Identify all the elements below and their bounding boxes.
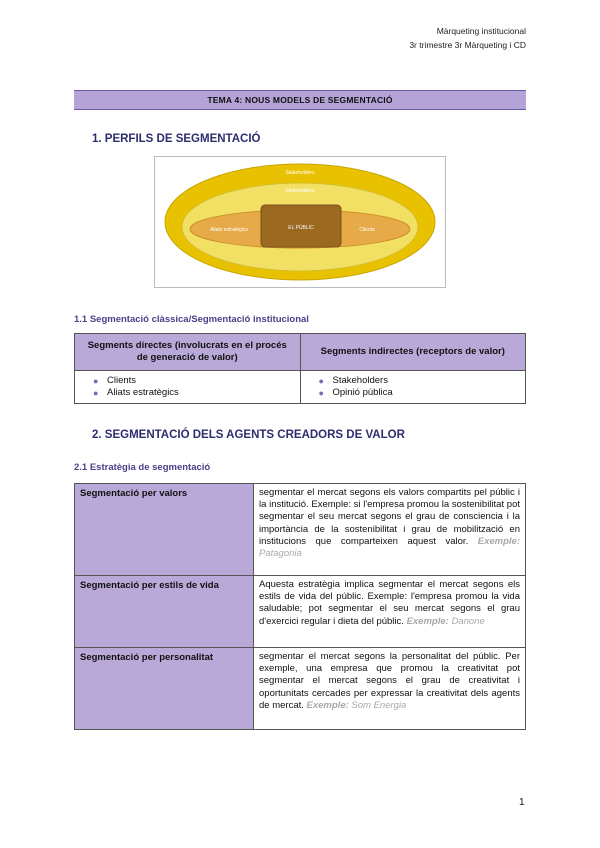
strategy-key: Segmentació per estils de vida	[75, 576, 254, 648]
section-1-title: 1. PERFILS DE SEGMENTACIÓ	[92, 133, 261, 145]
middle-label: Stakeholders	[285, 188, 315, 194]
page-header	[409, 24, 526, 52]
center-label: EL PÚBLIC	[288, 225, 314, 231]
bullet-icon: ●	[93, 376, 99, 386]
strategy-description: segmentar el mercat segons els valors compartits pel públic i la institució. Exemple: si l'empresa promou la sostenibilitat pot segmentar el seu mercat segons el grau de consciencia i la importància de la sostenibilitat i grau de mobilització en institucions que comparteixen aquest valor. Exemple: Patagonia	[254, 484, 526, 576]
bullet-icon: ●	[93, 388, 99, 398]
indirect-segments-cell	[300, 371, 526, 404]
page-number: 1	[519, 797, 525, 808]
table-row	[75, 648, 526, 730]
strategy-key: Segmentació per personalitat	[75, 648, 254, 730]
table-row	[75, 576, 526, 648]
list-item: ● Clients	[93, 375, 137, 386]
strategy-description: Aquesta estratègia implica segmentar el mercat segons els estils de vida del públic. Exemple: l'empresa promou la vida saludable; pot segmentar el seu mercat segons el grau d'exercici regular i dieta del públic. Exemple: Danone	[254, 576, 526, 648]
section-2-1-title: 2.1 Estratègia de segmentació	[74, 462, 211, 473]
list-item: ● Aliats estratègics	[93, 387, 179, 398]
direct-segments-cell	[75, 371, 301, 404]
left-label: Aliats estratègics	[210, 227, 248, 233]
section-2-title: 2. SEGMENTACIÓ DELS AGENTS CREADORS DE VALOR	[92, 429, 405, 441]
strategy-description: segmentar el mercat segons la personalitat del públic. Per exemple, una empresa que promou la creativitat pot segmentar el mercat segons el grau de creativitat i oportunitats cercades per expressar la creativitat dels agents de mercat. Exemple: Som Energia	[254, 648, 526, 730]
bullet-icon: ●	[318, 388, 324, 398]
header-term: 3r trimestre 3r Màrqueting i CD	[409, 40, 526, 50]
strategy-table	[74, 483, 526, 730]
segments-table	[74, 333, 526, 404]
header-course: Màrqueting institucional	[436, 26, 526, 36]
section-1-1-title: 1.1 Segmentació clàssica/Segmentació institucional	[74, 314, 309, 325]
outer-label: Stakeholders	[285, 170, 315, 176]
bullet-icon: ●	[318, 376, 324, 386]
segmentation-diagram	[154, 156, 446, 288]
direct-segments-header: Segments directes (involucrats en el procés de generació de valor)	[75, 334, 301, 371]
topic-banner: TEMA 4: NOUS MODELS DE SEGMENTACIÓ	[74, 90, 526, 110]
table-row	[75, 484, 526, 576]
list-item: ● Opinió pública	[318, 387, 393, 398]
list-item: ● Stakeholders	[318, 375, 388, 386]
right-label: Clients	[359, 227, 375, 233]
strategy-key: Segmentació per valors	[75, 484, 254, 576]
indirect-segments-header: Segments indirectes (receptors de valor)	[300, 334, 526, 371]
